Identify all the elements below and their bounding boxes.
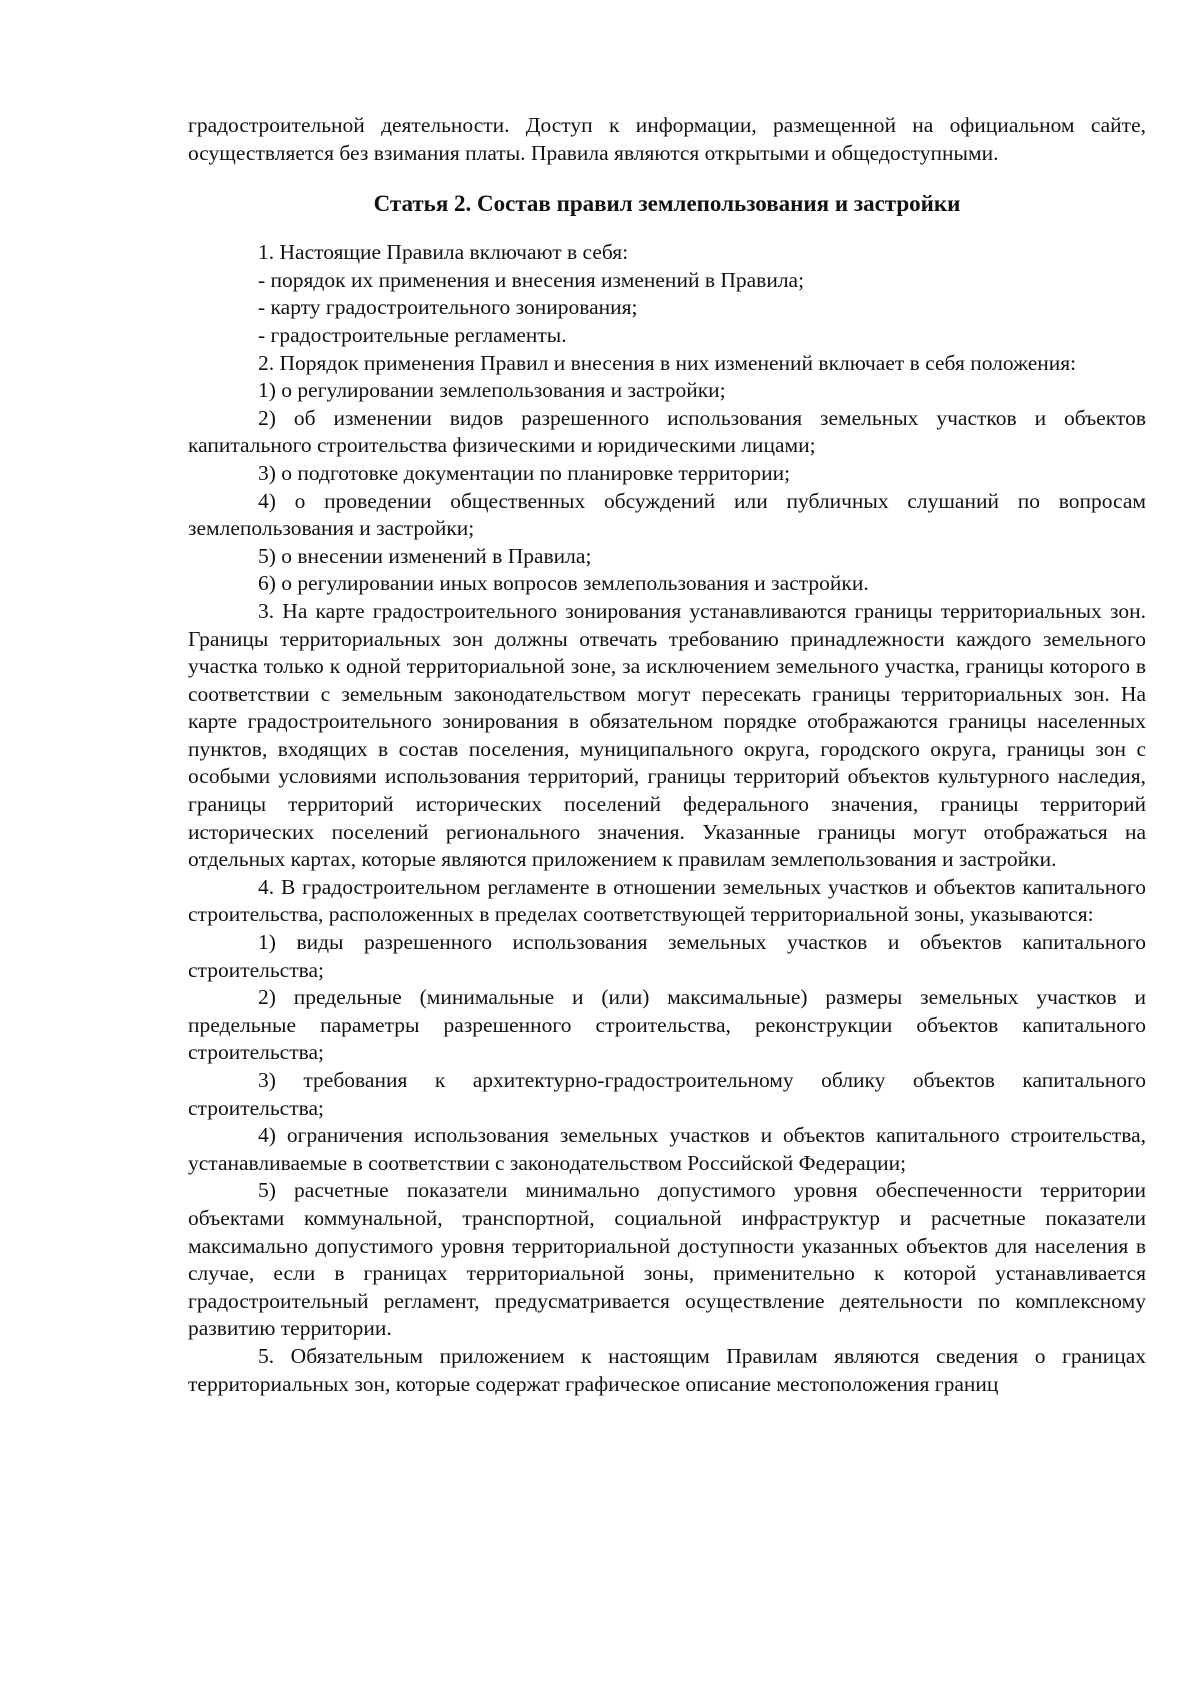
paragraph-2: 2. Порядок применения Правил и внесения в них изменений включает в себя положения: [258, 350, 1077, 375]
clause-4-3: 3) требования к архитектурно-градостроительному облику объектов капитального строительства; [188, 1068, 1146, 1120]
clause-2-4: 4) о проведении общественных обсуждений или публичных слушаний по вопросам землепользования и застройки; [188, 488, 1146, 541]
paragraph-5: 5. Обязательным приложением к настоящим Правилам являются сведения о границах территориальных зон, которые содержат графическое описание местоположения границ [188, 1343, 1146, 1396]
clause-2-2: 2) об изменении видов разрешенного использования земельных участков и объектов капитального строительства физическими и юридическими лицами; [188, 405, 1146, 458]
clause-4-2: 2) предельные (минимальные и (или) максимальные) размеры земельных участков и предельные параметры разрешенного строительства, реконструкции объектов капитального строительства; [188, 985, 1146, 1065]
intro-paragraph: градостроительной деятельности. Доступ к информации, размещенной на официальном сайте, осуществляется без взимания платы. Правила являются открытыми и общедоступными. [188, 113, 1146, 165]
paragraph-4: 4. В градостроительном регламенте в отношении земельных участков и объектов капитального строительства, расположенных в пределах соответствующей территориальной зоны, указываются: [188, 874, 1146, 927]
clause-4-1: 1) виды разрешенного использования земельных участков и объектов капитального строительства; [188, 930, 1146, 982]
list-item-regulations: - градостроительные регламенты. [258, 322, 567, 347]
paragraph-3: 3. На карте градостроительного зонирования устанавливаются границы территориальных зон. Границы территориальных зон должны отвечать требованию принадлежности каждого земельного участка только к одной территориальной зоне, за исключением земельного участка, границы которого в соответствии с земельным законодательством могут пересекать границы территориальных зон. На карте градостроительного зонирования в обязательном порядке отображаются границы населенных пунктов, входящих в состав поселения, муниципального округа, городского округа, границы зон с особыми условиями использования территорий, границы территорий объектов культурного наследия, границы территорий исторических поселений федерального значения, границы территорий исторических поселений регионального значения. Указанные границы могут отображаться на отдельных картах, которые являются приложением к правилам землепользования и застройки. [188, 598, 1146, 872]
clause-2-3: 3) о подготовке документации по планировке территории; [258, 460, 791, 485]
list-item-zoning-map: - карту градостроительного зонирования; [258, 295, 638, 320]
clause-4-5: 5) расчетные показатели минимально допустимого уровня обеспеченности территории объектами коммунальной, транспортной, социальной инфраструктур и расчетные показатели максимально допустимого уровня территориальной доступности указанных объектов для населения в случае, если в границах территориальной зоны, применительно к которой устанавливается градостроительный регламент, предусматривается осуществление деятельности по комплексному развитию территории. [188, 1178, 1146, 1341]
article-heading: Статья 2. Состав правил землепользования и застройки [373, 191, 961, 217]
clause-2-5: 5) о внесении изменений в Правила; [258, 543, 592, 568]
clause-4-4: 4) ограничения использования земельных участков и объектов капитального строительства, устанавливаемые в соответствии с законодательством Российской Федерации; [188, 1123, 1146, 1175]
document-page [188, 112, 1146, 1398]
clause-2-6: 6) о регулировании иных вопросов землепользования и застройки. [258, 571, 869, 596]
clause-2-1: 1) о регулировании землепользования и застройки; [258, 378, 726, 403]
paragraph-1: 1. Настоящие Правила включают в себя: [258, 240, 629, 265]
list-item-procedure: - порядок их применения и внесения изменений в Правила; [258, 267, 805, 292]
